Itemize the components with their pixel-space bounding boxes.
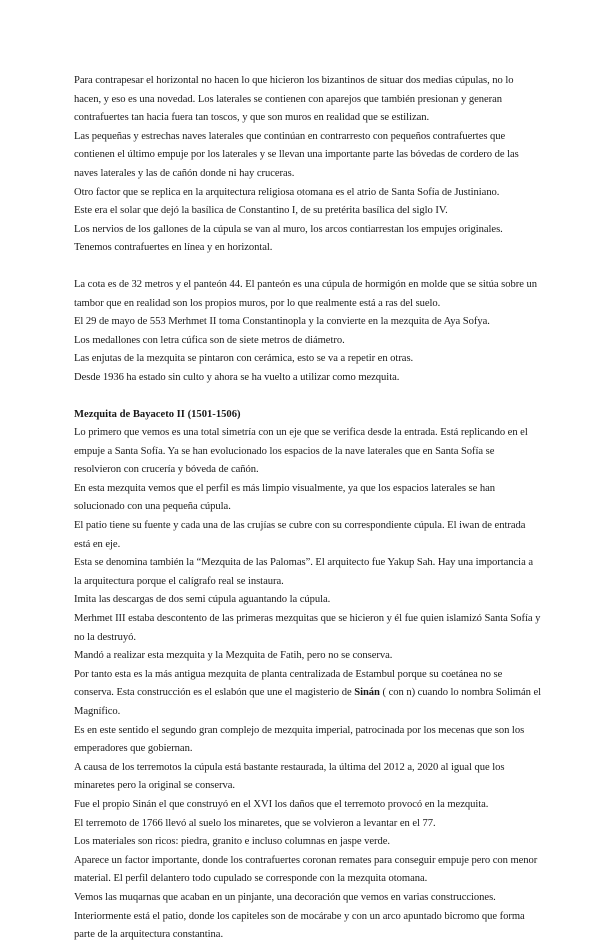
- text-run: Por tanto esta es la más antigua mezquita de planta centralizada de Estambul porque su coetánea no se conserva. Esta construcción es el eslabón que une el magisterio de: [74, 668, 503, 699]
- paragraph: Lo primero que vemos es una total simetría con un eje que se verifica desde la entrada. Está replicando en el empuje a Santa Sofía. Ya se han evolucionado los espacios de la nave laterales que en Santa Sofía se resolvieron con crucería y bóveda de cañón.: [74, 427, 528, 476]
- paragraph: Los nervios de los gallones de la cúpula se van al muro, los arcos contiarrestan los empujes originales.: [74, 223, 503, 235]
- paragraph: Imita las descargas de dos semi cúpula aguantando la cúpula.: [74, 594, 331, 606]
- paragraph-sinan: [74, 666, 542, 722]
- paragraph: La cota es de 32 metros y el panteón 44. El panteón es una cúpula de hormigón en molde que se sitúa sobre un tambor que en realidad son los propios muros, por lo que realmente está a ras del suelo.: [74, 278, 537, 309]
- paragraph: Fue el propio Sinán el que construyó en el XVI los daños que el terremoto provocó en la mezquita.: [74, 798, 489, 810]
- paragraph: Esta se denomina también la “Mezquita de las Palomas”. El arquitecto fue Yakup Sah. Hay una importancia a la arquitectura porque el calígrafo real se instaura.: [74, 557, 533, 587]
- paragraph: El terremoto de 1766 llevó al suelo los minaretes, que se volvieron a levantar en el 77.: [74, 817, 436, 829]
- paragraph: Este era el solar que dejó la basílica de Constantino I, de su pretérita basílica del siglo IV.: [74, 205, 448, 217]
- paragraph: Mandó a realizar esta mezquita y la Mezquita de Fatih, pero no se conserva.: [74, 650, 393, 662]
- paragraph: Desde 1936 ha estado sin culto y ahora se ha vuelto a utilizar como mezquita.: [74, 371, 400, 383]
- paragraph: Interiormente está el patio, donde los capiteles son de mocárabe y con un arco apuntado bicromo que forma parte de la arquitectura constantina.: [74, 910, 525, 941]
- paragraph: Las enjutas de la mezquita se pintaron con cerámica, esto se va a repetir en otras.: [74, 353, 414, 365]
- paragraph: El patio tiene su fuente y cada una de las crujías se cubre con su correspondiente cúpula. El iwan de entrada está en eje.: [74, 520, 526, 550]
- blank-line: [74, 258, 542, 276]
- paragraph: El 29 de mayo de 553 Merhmet II toma Constantinopla y la convierte en la mezquita de Aya Sofya.: [74, 316, 490, 328]
- paragraph: Es en este sentido el segundo gran complejo de mezquita imperial, patrocinada por los mecenas que son los emperadores que gobiernan.: [74, 724, 525, 755]
- text-run: ( con n) cuando lo nombra Solimán el Magnífico.: [74, 687, 542, 717]
- paragraph: Tenemos contrafuertes en línea y en horizontal.: [74, 242, 273, 254]
- paragraph: Los materiales son ricos: piedra, granito e incluso columnas en jaspe verde.: [74, 836, 390, 848]
- paragraph: Para contrapesar el horizontal no hacen lo que hicieron los bizantinos de situar dos medias cúpulas, no lo hacen, y eso es una novedad. Los laterales se contienen con aparejos que también presionan y generan contrafuertes tan hacia fuera tan toscos, y que son muros en realidad que se estilizan.: [74, 75, 514, 124]
- paragraph: Vemos las muqarnas que acaban en un pinjante, una decoración que vemos en varias construcciones.: [74, 891, 496, 903]
- paragraph: Otro factor que se replica en la arquitectura religiosa otomana es el atrio de Santa Sofía de Justiniano.: [74, 186, 500, 198]
- paragraph: A causa de los terremotos la cúpula está bastante restaurada, la última del 2012 a, 2020 al igual que los minaretes pero la original se conserva.: [74, 761, 505, 792]
- paragraph: Las pequeñas y estrechas naves laterales que continúan en contrarresto con pequeños contrafuertes que contienen el último empuje por los laterales y se llevan una importante parte las bóvedas de cordero de las naves laterales y las de cañón donde ni hay cruceras.: [74, 130, 519, 179]
- bold-name: Sinán: [354, 687, 380, 699]
- paragraph: Aparece un factor importante, donde los contrafuertes coronan remates para conseguir empuje pero con menor material. El perfil delantero todo cupulado se corresponde con la mezquita otomana.: [74, 854, 538, 885]
- paragraph: Los medallones con letra cúfica son de siete metros de diámetro.: [74, 334, 345, 346]
- paragraph: En esta mezquita vemos que el perfil es más limpio visualmente, ya que los espacios laterales se han solucionado con una pequeña cúpula.: [74, 482, 495, 513]
- section-heading: Mezquita de Bayaceto II (1501-1506): [74, 408, 241, 420]
- paragraph: Merhmet III estaba descontento de las primeras mezquitas que se hicieron y él fue quien islamizó Santa Sofía y no la destruyó.: [74, 613, 541, 643]
- blank-line: [74, 388, 542, 406]
